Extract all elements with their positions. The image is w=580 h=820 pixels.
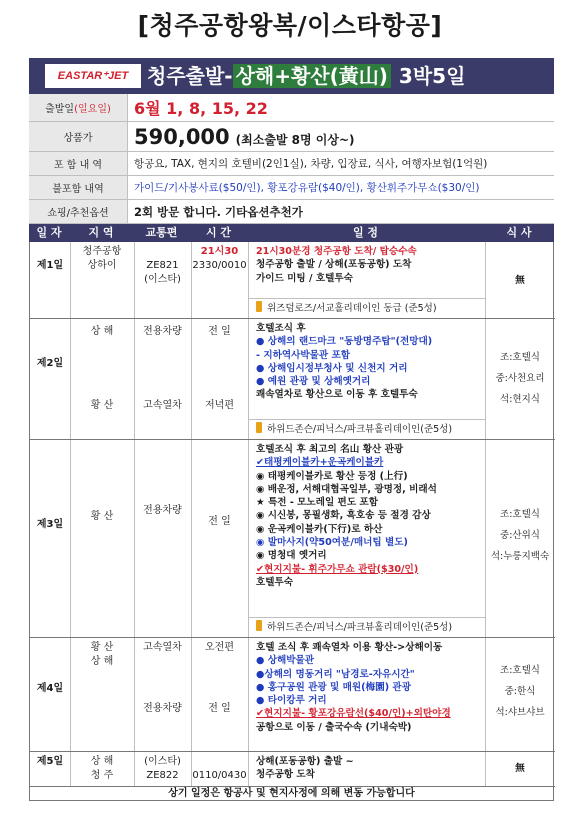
hotel-icon xyxy=(256,620,262,631)
day-4-transport-1: 고속열차 xyxy=(143,642,182,653)
price-note: (최소출발 8명 이상~) xyxy=(235,132,355,147)
day-4-time-1: 오전편 xyxy=(205,642,234,653)
title-banner xyxy=(29,58,554,94)
price-row xyxy=(29,122,554,152)
day-2-time-1: 전 일 xyxy=(208,326,231,337)
included-row xyxy=(29,152,554,176)
page-title: [청주공항왕복/이스타항공] xyxy=(137,11,443,40)
day-1-transport: ZE821 (이스타) xyxy=(144,260,181,285)
excluded-label: 불포함 내역 xyxy=(29,176,128,199)
day-5-time: 0110/0430 xyxy=(192,770,247,781)
day-1-label: 제1일 xyxy=(36,260,64,271)
hotel-icon xyxy=(256,301,262,312)
header-meal: 식 사 xyxy=(506,226,532,239)
included-value: 항공요, TAX, 현지의 호텔비(2인1실), 차량, 입장료, 식사, 여행자보험(1억원) xyxy=(134,158,488,170)
day-2-hotel: 하위드존슨/피닉스/파크뷰홀리데이인(준5성) xyxy=(248,419,485,440)
day-2-itinerary: 호텔조식 후 ● 상해의 랜드마크 "동방명주탑"(전망대) - 지하역사박물관 포함 ● 상해임시정부청사 및 신천지 거리 ● 예원 관광 및 상해옛거리 쾌속열차로 황산으로 이동 후 호텔투숙 xyxy=(256,323,433,401)
day-1-time: 21시30 2330/0010 xyxy=(192,246,247,271)
price-value xyxy=(128,125,554,149)
day-4-time-2: 전 일 xyxy=(208,703,231,714)
header-itinerary: 일 정 xyxy=(352,226,379,239)
day-4-transport-2: 전용차량 xyxy=(143,703,182,714)
hotel-icon xyxy=(256,422,262,433)
day-5-label: 제5일 xyxy=(36,756,64,767)
included-label: 포 함 내 역 xyxy=(29,152,128,175)
header-region: 지 역 xyxy=(88,226,114,239)
day-2-label: 제2일 xyxy=(36,358,64,369)
day-3-row xyxy=(30,440,555,638)
schedule-notice: 상기 일정은 항공사 및 현지사정에 의해 변동 가능합니다 xyxy=(29,787,554,801)
excluded-row xyxy=(29,176,554,200)
header-time: 시 간 xyxy=(205,226,232,239)
day-3-hotel: 하위드존슨/피닉스/파크뷰홀리데이인(준5성) xyxy=(248,617,485,638)
tour-duration: 3박5일 xyxy=(398,64,466,88)
day-4-meal: 조:호텔식 중:한식 석:샤브샤브 xyxy=(495,665,545,718)
shopping-value: 2회 방문 합니다. 기타옵션추천가 xyxy=(134,204,303,219)
day-3-meal: 조:호텔식 중:산위식 석:누룽지백숙 xyxy=(490,509,550,562)
day-4-row xyxy=(30,638,555,752)
header-day: 일 자 xyxy=(36,226,62,239)
eastar-jet-logo: EASTAR⁺JET xyxy=(45,64,141,88)
day-5-row xyxy=(30,752,555,787)
day-2-region-1: 상 해 xyxy=(90,326,114,337)
day-2-region-2: 황 산 xyxy=(90,400,114,411)
shopping-row xyxy=(29,200,554,224)
departure-dates: 6월 1, 8, 15, 22 xyxy=(134,99,268,118)
excluded-value: 가이드/기사봉사료($50/인), 황포강유람($40/인), 황산휘주가무쇼($30/인) xyxy=(134,182,480,194)
day-3-transport: 전용차량 xyxy=(143,505,182,516)
day-3-label: 제3일 xyxy=(36,519,64,530)
schedule-table xyxy=(29,242,554,800)
day-5-region: 상 해 청 주 xyxy=(90,756,114,781)
day-3-region: 황 산 xyxy=(90,511,114,522)
day-4-label: 제4일 xyxy=(36,683,64,694)
price-label: 상품가 xyxy=(29,122,128,151)
day-4-itinerary: 호텔 조식 후 쾌속열차 이용 황산->상해이동 ● 상해박물관 ●상해의 명동거리 "남경로-자유시간" ● 홍구공원 관광 및 매원(梅園) 관광 ● 타이캉루 거리 ✔현지지불- 황포강유람선($40/인)+외탄야경 공항으로 이동 / 출국수속 (기내숙박) xyxy=(256,642,451,733)
tour-title-prefix: 청주출발- xyxy=(147,64,233,88)
shopping-label: 쇼핑/추천옵션 xyxy=(29,200,128,223)
day-3-itinerary: 호텔조식 후 최고의 名山 황산 관광 ✔태평케이블카+운곡케이블카 ◉ 태평케이블카로 황산 등정 (上行) ◉ 배운정, 서해대협곡일부, 광명정, 비래석 ★ 특전 - 모노레일 편도 포함 ◉ 시신봉, 몽필생화, 흑호송 등 절경 감상 ◉ 운곡케이블카(下行)로 하산 ◉ 발마사지(약50여분/매너팁 별도) ◉ 명청대 옛거리 ✔현지지불- 휘주가무쇼 관람($30/인) 호텔투숙 xyxy=(256,444,437,588)
day-3-time: 전 일 xyxy=(208,516,231,527)
day-1-hotel: 위즈덤로즈/서교홀리데이인 동급 (준5성) xyxy=(248,298,485,319)
day-5-meal: 無 xyxy=(515,763,525,774)
day-5-itinerary: 상해(포동공항) 출발 ~ 청주공항 도착 xyxy=(256,756,354,781)
price-amount: 590,000 xyxy=(134,124,230,149)
tour-title xyxy=(147,58,465,94)
day-2-transport-2: 고속열차 xyxy=(143,400,182,411)
departure-label: 출발일 (일요일) xyxy=(29,94,128,121)
departure-row xyxy=(29,94,554,122)
day-1-itinerary: 21시30분경 청주공항 도착/ 탑승수속 청주공항 출발 / 상해(포동공항) 도착 가이드 미팅 / 호텔투숙 xyxy=(256,246,417,284)
day-2-time-2: 저녁편 xyxy=(205,400,234,411)
header-transport: 교통편 xyxy=(145,226,178,239)
day-1-meal: 無 xyxy=(515,275,525,286)
day-2-row xyxy=(30,319,555,440)
day-5-transport: (이스타) ZE822 xyxy=(144,756,181,781)
day-2-transport-1: 전용차량 xyxy=(143,326,182,337)
day-2-meal: 조:호텔식 중:사천요리 석:현지식 xyxy=(495,352,545,405)
day-1-row xyxy=(30,242,555,319)
tour-info-table xyxy=(29,94,554,224)
schedule-header xyxy=(29,224,554,242)
day-1-region: 청주공항 상하이 xyxy=(82,246,122,271)
day-4-region: 황 산 상 해 xyxy=(90,642,114,667)
tour-title-highlight: 상해+황산(黃山) xyxy=(233,64,391,88)
